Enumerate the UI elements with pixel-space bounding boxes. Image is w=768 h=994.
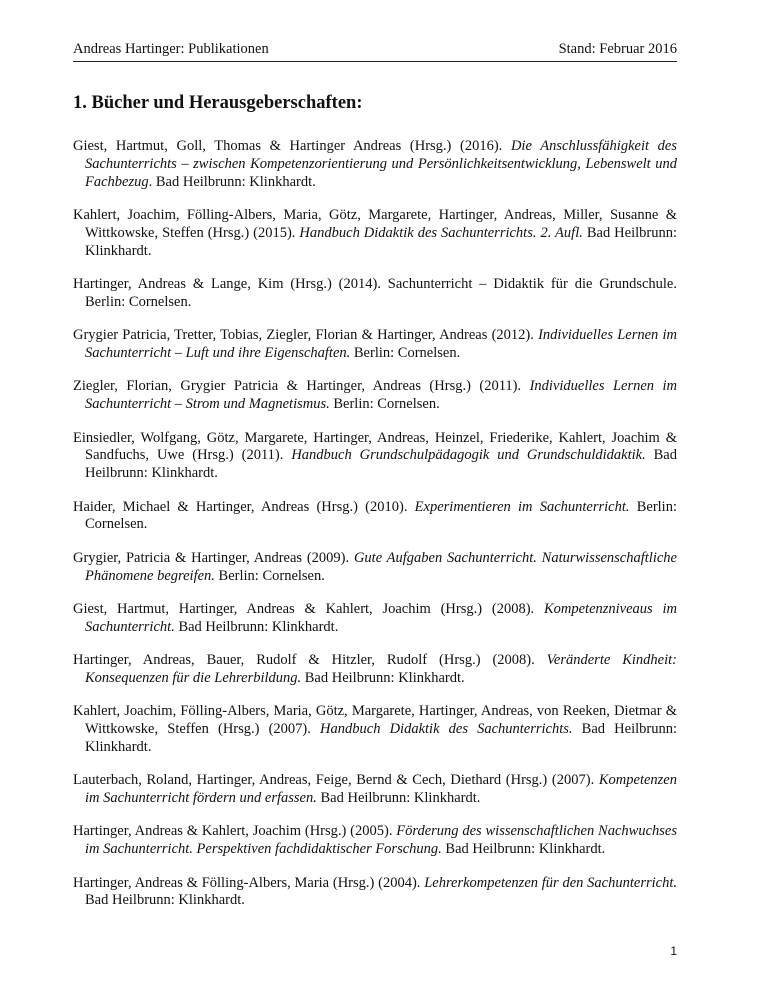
publication-entry: Hartinger, Andreas & Fölling-Albers, Maria (Hrsg.) (2004). Lehrerkompetenzen für den Sachunterricht. Bad Heilbrunn: Klinkhardt. xyxy=(73,874,677,909)
header-date: Stand: Februar 2016 xyxy=(558,41,677,57)
publication-entry: Hartinger, Andreas, Bauer, Rudolf & Hitzler, Rudolf (Hrsg.) (2008). Veränderte Kindheit: Konsequenzen für die Lehrerbildung. Bad Heilbrunn: Klinkhardt. xyxy=(73,652,677,686)
header-author-title: Andreas Hartinger: Publikationen xyxy=(73,41,269,57)
page-number: 1 xyxy=(670,944,677,958)
publication-entry: Kahlert, Joachim, Fölling-Albers, Maria, Götz, Margarete, Hartinger, Andreas, Miller, Susanne & Wittkowske, Steffen (Hrsg.) (2015). Handbuch Didaktik des Sachunterrichts. 2. Aufl. Bad Heilbrunn: Klinkhardt. xyxy=(73,206,678,259)
publication-entry: Giest, Hartmut, Goll, Thomas & Hartinger Andreas (Hrsg.) (2016). Die Anschlussfähigkeit des Sachunterrichts – zwischen Kompetenzorientierung und Persönlichkeitsentwicklung, Lebenswelt und Fachbezug. Bad Heilbrunn: Klinkhardt. xyxy=(73,138,677,190)
publication-entry: Grygier, Patricia & Hartinger, Andreas (2009). Gute Aufgaben Sachunterricht. Naturwissenschaftliche Phänomene begreifen. Berlin: Cornelsen. xyxy=(73,549,677,584)
publication-entry: Grygier Patricia, Tretter, Tobias, Ziegler, Florian & Hartinger, Andreas (2012). Individuelles Lernen im Sachunterricht – Luft und ihre Eigenschaften. Berlin: Cornelsen. xyxy=(73,327,677,361)
publication-entry: Hartinger, Andreas & Lange, Kim (Hrsg.) (2014). Sachunterricht – Didaktik für die Grundschule. Berlin: Cornelsen. xyxy=(73,275,677,310)
publication-entry: Einsiedler, Wolfgang, Götz, Margarete, Hartinger, Andreas, Heinzel, Friederike, Kahlert, Joachim & Sandfuchs, Uwe (Hrsg.) (2011). Handbuch Grundschulpädagogik und Grundschuldidaktik. Bad Heilbrunn: Klinkhardt. xyxy=(73,429,677,482)
publication-entry: Hartinger, Andreas & Kahlert, Joachim (Hrsg.) (2005). Förderung des wissenschaftlichen Nachwuchses im Sachunterricht. Perspektiven fachdidaktischer Forschung. Bad Heilbrunn: Klinkhardt. xyxy=(73,823,677,858)
publication-entry: Lauterbach, Roland, Hartinger, Andreas, Feige, Bernd & Cech, Diethard (Hrsg.) (2007). Kompetenzen im Sachunterricht fördern und erfassen. Bad Heilbrunn: Klinkhardt. xyxy=(73,772,677,807)
publication-entry: Ziegler, Florian, Grygier Patricia & Hartinger, Andreas (Hrsg.) (2011). Individuelles Lernen im Sachunterricht – Strom und Magnetismus. Berlin: Cornelsen. xyxy=(73,378,677,413)
publication-entry: Haider, Michael & Hartinger, Andreas (Hrsg.) (2010). Experimentieren im Sachunterricht. Berlin: Cornelsen. xyxy=(73,498,677,533)
page-header xyxy=(73,41,677,62)
publication-list xyxy=(73,138,677,926)
publication-entry: Kahlert, Joachim, Fölling-Albers, Maria, Götz, Margarete, Hartinger, Andreas, von Reeken, Dietmar & Wittkowske, Steffen (Hrsg.) (2007). Handbuch Didaktik des Sachunterrichts. Bad Heilbrunn: Klinkhardt. xyxy=(73,703,677,755)
publication-entry: Giest, Hartmut, Hartinger, Andreas & Kahlert, Joachim (Hrsg.) (2008). Kompetenzniveaus im Sachunterricht. Bad Heilbrunn: Klinkhardt. xyxy=(73,600,677,635)
section-title: 1. Bücher und Herausgeberschaften: xyxy=(73,93,363,113)
